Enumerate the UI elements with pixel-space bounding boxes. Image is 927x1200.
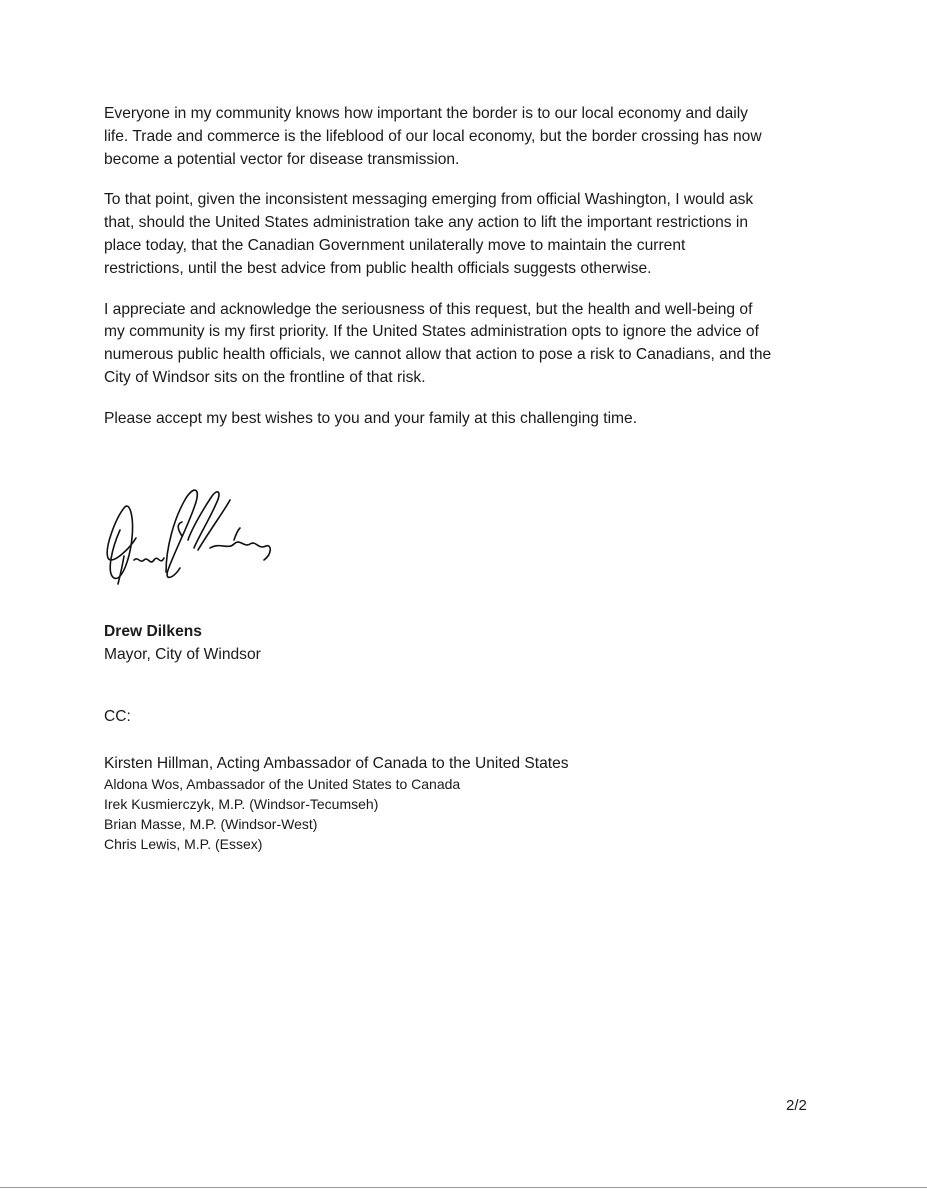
signer-title: Mayor, City of Windsor <box>104 646 261 663</box>
handwritten-signature <box>100 478 300 598</box>
signature-block <box>104 620 261 666</box>
paragraph-1: Everyone in my community knows how important the border is to our local economy and daily life. Trade and commerce is the lifeblood of our local economy, but the border crossing has now become a potential vector for disease transmission. <box>104 105 762 168</box>
page-edge-divider <box>0 1187 927 1188</box>
cc-recipient: Brian Masse, M.P. (Windsor-West) <box>104 816 318 832</box>
cc-recipient: Irek Kusmierczyk, M.P. (Windsor-Tecumseh) <box>104 796 379 812</box>
page-number: 2/2 <box>786 1097 807 1114</box>
paragraph-4: Please accept my best wishes to you and your family at this challenging time. <box>104 409 638 427</box>
cc-recipient: Chris Lewis, M.P. (Essex) <box>104 836 263 852</box>
signer-name: Drew Dilkens <box>104 623 202 640</box>
cc-list <box>104 753 569 854</box>
paragraph-3: I appreciate and acknowledge the seriousness of this request, but the health and well-being of my community is my first priority. If the United States administration opts to ignore the advice of numerous public health officials, we cannot allow that action to pose a risk to Canadians, and the City of Windsor sits on the frontline of that risk. <box>104 300 772 386</box>
cc-recipient: Kirsten Hillman, Acting Ambassador of Canada to the United States <box>104 755 569 772</box>
letter-body <box>104 103 834 449</box>
cc-label: CC: <box>104 708 131 725</box>
cc-recipient: Aldona Wos, Ambassador of the United States to Canada <box>104 776 461 792</box>
paragraph-2: To that point, given the inconsistent messaging emerging from official Washington, I would ask that, should the United States administration take any action to lift the important restrictions in place today, that the Canadian Government unilaterally move to maintain the current restrictions, until the best advice from public health officials suggests otherwise. <box>104 191 754 277</box>
